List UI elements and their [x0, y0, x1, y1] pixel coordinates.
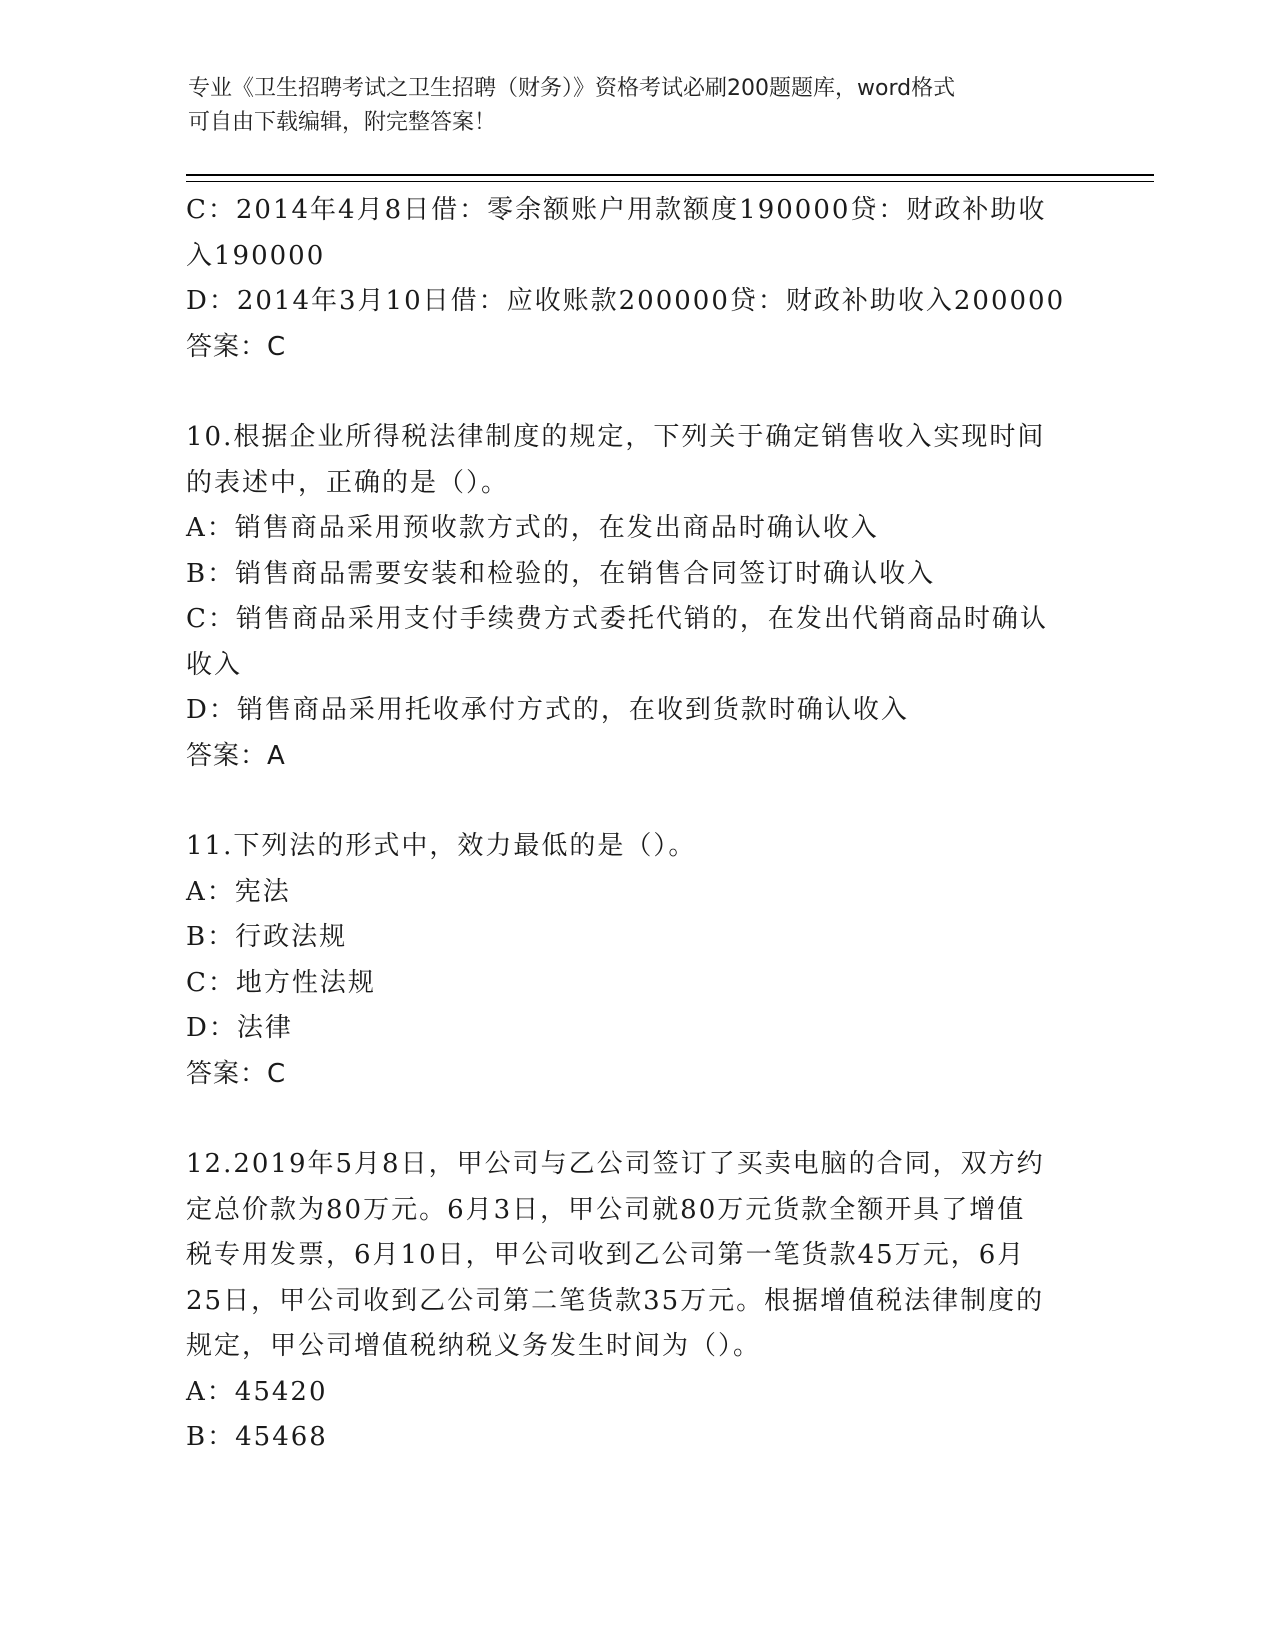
question-9-tail: [186, 188, 1086, 370]
question-stem-line-3: 税专用发票，6月10日，甲公司收到乙公司第一笔货款45万元，6月: [186, 1240, 1026, 1270]
option-c-line-1: C：2014年4月8日借：零余额账户用款额度190000贷：财政补助收: [186, 195, 1047, 225]
question-11: [186, 824, 1086, 1097]
question-stem-line-1: 10.根据企业所得税法律制度的规定，下列关于确定销售收入实现时间: [186, 422, 1046, 452]
question-12: [186, 1142, 1086, 1461]
header-rule-thin: [186, 181, 1154, 182]
option-c-line-2: 收入: [186, 649, 243, 680]
header-title-line-2: 可自由下载编辑，附完整答案！: [188, 110, 497, 135]
option-c: C：地方性法规: [186, 967, 376, 998]
spacer: [186, 1097, 1086, 1142]
header-rule-thick: [186, 174, 1154, 176]
option-c-line-1: C：销售商品采用支付手续费方式委托代销的，在发出代销商品时确认: [186, 604, 1048, 634]
answer: 答案：A: [186, 740, 286, 771]
question-content: [186, 188, 1086, 1461]
header-title-line-1: 专业《卫生招聘考试之卫生招聘（财务）》资格考试必刷200题题库，word格式: [188, 76, 956, 101]
spacer: [186, 779, 1086, 824]
option-d: D：2014年3月10日借：应收账款200000贷：财政补助收入200000: [186, 286, 1066, 316]
option-a: A：宪法: [186, 876, 291, 907]
option-d: D：法律: [186, 1013, 293, 1043]
option-a: A：45420: [186, 1376, 328, 1407]
question-stem: 11.下列法的形式中，效力最低的是（）。: [186, 831, 697, 861]
option-c-line-2: 入190000: [186, 240, 326, 271]
question-10: [186, 415, 1086, 779]
question-stem-line-1: 12.2019年5月8日，甲公司与乙公司签订了买卖电脑的合同，双方约: [186, 1149, 1045, 1179]
option-b: B：行政法规: [186, 922, 348, 952]
option-b: B：销售商品需要安装和检验的，在销售合同签订时确认收入: [186, 558, 936, 589]
question-stem-line-2: 的表述中，正确的是（）。: [186, 467, 510, 498]
document-header: [188, 72, 1068, 140]
option-a: A：销售商品采用预收款方式的，在发出商品时确认收入: [186, 513, 879, 543]
answer: 答案：C: [186, 1058, 287, 1089]
option-b: B：45468: [186, 1422, 328, 1452]
answer: 答案：C: [186, 331, 287, 362]
option-d: D：销售商品采用托收承付方式的，在收到货款时确认收入: [186, 695, 909, 725]
question-stem-line-5: 规定，甲公司增值税纳税义务发生时间为（）。: [186, 1331, 762, 1361]
question-stem-line-4: 25日，甲公司收到乙公司第二笔货款35万元。根据增值税法律制度的: [186, 1285, 1045, 1316]
spacer: [186, 370, 1086, 415]
question-stem-line-2: 定总价款为80万元。6月3日，甲公司就80万元货款全额开具了增值: [186, 1194, 1026, 1225]
